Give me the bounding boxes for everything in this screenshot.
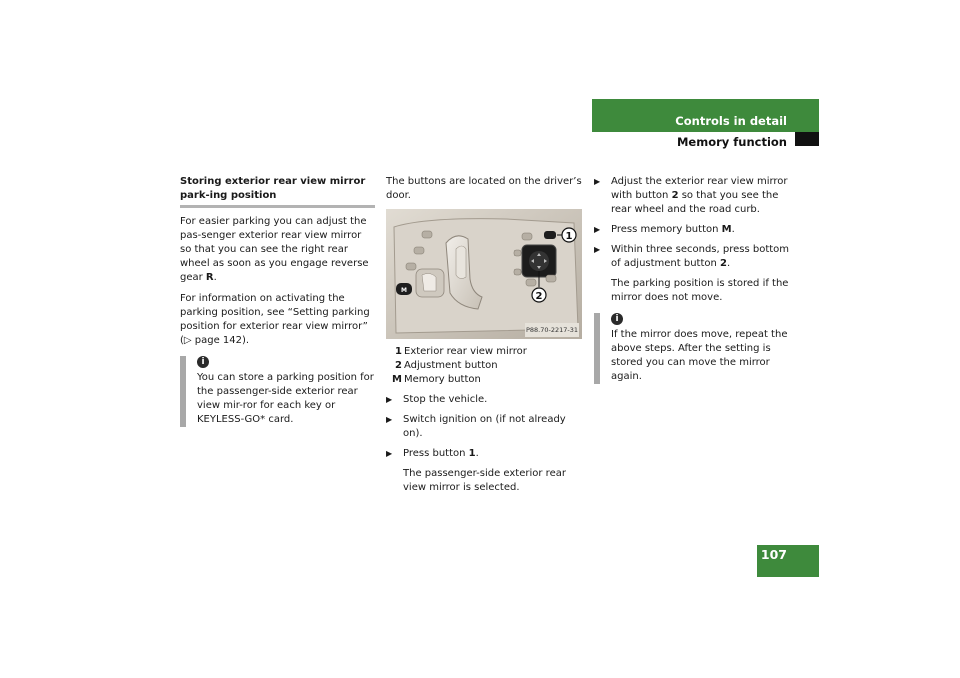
intro-paragraph	[180, 215, 375, 285]
step-key: 1	[468, 448, 476, 459]
legend-key: 2	[395, 360, 402, 371]
note-bar	[180, 356, 186, 427]
legend-key: M	[392, 374, 402, 385]
reverse-gear-key: R	[205, 272, 214, 283]
step-key: M	[721, 224, 732, 235]
info-note	[180, 356, 375, 427]
arrow-icon: ▶	[594, 245, 601, 254]
step-item	[386, 413, 582, 441]
figure-legend	[386, 345, 582, 387]
step-text-end: .	[731, 224, 735, 235]
step-text: Stop the vehicle.	[403, 394, 488, 405]
door-controls-figure	[386, 209, 582, 339]
legend-text: Memory button	[404, 374, 481, 385]
intro-end: .	[213, 272, 217, 283]
legend-text: Adjustment button	[404, 360, 498, 371]
step-text-end: so that you see the rear wheel and the road curb.	[611, 190, 779, 215]
memory-button-label: M	[401, 287, 407, 294]
step-item	[386, 393, 582, 407]
step-key: 2	[720, 258, 728, 269]
column-left	[180, 175, 375, 427]
section-title: Controls in detail	[675, 114, 787, 128]
legend-key: 1	[395, 346, 402, 357]
step-text: Switch ignition on (if not already on).	[403, 414, 566, 439]
step-text-end: .	[475, 448, 479, 459]
column-right	[594, 175, 794, 384]
arrow-icon: ▶	[386, 449, 393, 458]
intro-text: For easier parking you can adjust the pas-senger exterior rear view mirror so that you can see the right rear wheel as soon as you engage reverse gear	[180, 216, 369, 283]
step-text: Adjust the exterior rear view mirror with button	[611, 176, 788, 201]
step-key: 2	[671, 190, 679, 201]
note-text: If the mirror does move, repeat the above steps. After the setting is stored you can move the mirror again.	[611, 329, 788, 382]
step-item	[594, 175, 794, 217]
info-icon: i	[197, 356, 209, 368]
info-icon: i	[611, 313, 623, 325]
section-heading: Storing exterior rear view mirror park-ing position	[180, 176, 366, 201]
section-subtitle: Memory function	[676, 135, 787, 149]
step-text: Press button	[403, 448, 469, 459]
legend-item	[386, 359, 582, 373]
arrow-icon: ▶	[386, 415, 393, 424]
arrow-icon: ▶	[594, 177, 601, 186]
step-item	[594, 243, 794, 305]
note-text: You can store a parking position for the passenger-side exterior rear view mir-ror for each key or KEYLESS-GO* card.	[197, 372, 374, 425]
step-text-end: .	[727, 258, 731, 269]
header-marker	[795, 132, 819, 146]
figure-code: P88.70-2217-31	[525, 323, 579, 337]
step-result: The parking position is stored if the mirror does not move.	[611, 278, 789, 303]
arrow-icon: ▶	[594, 225, 601, 234]
step-result: The passenger-side exterior rear view mirror is selected.	[403, 468, 566, 493]
arrow-icon: ▶	[386, 395, 393, 404]
heading-rule	[180, 205, 375, 208]
location-text: The buttons are located on the driver’s door.	[386, 176, 582, 201]
legend-item	[386, 373, 582, 387]
reference-paragraph: For information on activating the parking position, see “Setting parking position for exterior rear view mirror” (▷ page 142).	[180, 293, 370, 346]
legend-text: Exterior rear view mirror	[404, 346, 527, 357]
door-panel-illustration	[386, 209, 582, 339]
callout-1: 1	[565, 231, 573, 242]
note-bar	[594, 313, 600, 384]
step-item	[594, 223, 794, 237]
step-text: Press memory button	[611, 224, 722, 235]
steps-list	[386, 393, 582, 495]
callout-2: 2	[535, 291, 543, 302]
legend-item	[386, 345, 582, 359]
step-item	[386, 447, 582, 495]
page-number: 107	[760, 547, 787, 562]
column-middle	[386, 175, 582, 501]
step-text: Within three seconds, press bottom of adjustment button	[611, 244, 790, 269]
info-note	[594, 313, 794, 384]
